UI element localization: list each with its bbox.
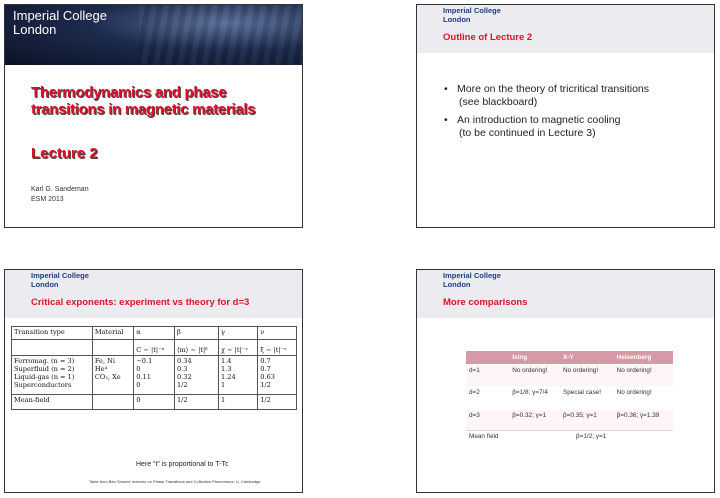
slide-4-more-comparisons[interactable] <box>416 269 715 493</box>
logo-line-2: London <box>443 279 471 289</box>
table-cell-line: Superconductors <box>14 381 72 389</box>
table-row <box>466 387 673 410</box>
table-cell-line: 1.4 <box>220 357 232 365</box>
logo-line-1: Imperial College <box>443 6 501 15</box>
table-cell: 0 <box>134 395 175 410</box>
imperial-college-logo <box>443 272 501 289</box>
table-data-row <box>12 356 297 395</box>
gamma-cell <box>218 356 257 395</box>
header-cell: Material <box>92 327 133 340</box>
table-cell-line <box>95 381 131 389</box>
imperial-college-logo <box>443 7 501 24</box>
header-cell: γ <box>218 327 257 340</box>
table-cell: d=3 <box>466 410 509 431</box>
table-cell: 1 <box>218 395 257 410</box>
slide-title: Critical exponents: experiment vs theory for d=3 <box>31 297 250 308</box>
table-row <box>466 410 673 431</box>
table-cell-line: 1.3 <box>220 365 232 373</box>
table-cell: Mean-field <box>12 395 93 410</box>
header-cell: Ising <box>509 351 560 365</box>
table-cell: β=1/2; γ=1 <box>509 431 673 444</box>
critical-exponents-table <box>11 326 297 435</box>
logo-line-2: London <box>31 279 59 289</box>
table-cell: ⟨m⟩ ∼ |t|ᵝ <box>174 340 218 356</box>
table-cell-line: 0.63 <box>260 373 275 381</box>
scaling-law-row <box>12 340 297 356</box>
table-cell: 1/2 <box>258 395 297 410</box>
course-name: ESM 2013 <box>31 196 64 203</box>
slide-3-critical-exponents[interactable] <box>4 269 303 493</box>
table-cell: β=0.36; γ=1.39 <box>614 410 673 431</box>
table-cell: No ordering! <box>560 365 614 387</box>
table-cell: No ordering! <box>614 387 673 410</box>
title-line-1: Thermodynamics and phase <box>31 84 227 101</box>
table-cell: No ordering! <box>509 365 560 387</box>
table-cell: d=2 <box>466 387 509 410</box>
table-cell: C ∼ |t|⁻ᵅ <box>134 340 175 356</box>
table-cell-line: 0.34 <box>176 357 192 365</box>
outline-item <box>443 83 703 109</box>
table-cell-line: 0.3 <box>176 365 188 373</box>
slide-2-outline[interactable] <box>416 4 715 228</box>
table-cell-line: 1.24 <box>220 373 236 381</box>
lecture-number: Lecture 2 <box>31 145 98 162</box>
outline-item-sub: (to be continued in Lecture 3) <box>459 127 596 139</box>
slide-1-title[interactable] <box>4 4 303 228</box>
logo-line-2: London <box>13 22 57 37</box>
table-row <box>466 365 673 387</box>
table-cell-line: Liquid-gas (n = 1) <box>14 373 75 381</box>
table-cell-line: 0.7 <box>260 365 271 373</box>
header-cell <box>466 351 509 365</box>
table-cell-line: 0.11 <box>136 373 151 381</box>
table-cell-line: Superfluid (n = 2) <box>14 365 75 373</box>
table-cell-line: 1/2 <box>260 381 271 389</box>
nu-cell <box>258 356 297 395</box>
table-cell: Special case! <box>560 387 614 410</box>
logo-line-2: London <box>443 14 471 24</box>
table-cell: β=1/8; γ=7/4 <box>509 387 560 410</box>
outline-item <box>443 114 703 140</box>
logo-line-1: Imperial College <box>13 8 107 23</box>
header-cell: β <box>174 327 218 340</box>
mean-field-row <box>466 431 673 444</box>
table-header-row <box>12 327 297 340</box>
table-cell <box>92 395 133 410</box>
table-cell: No ordering! <box>614 365 673 387</box>
table-cell-line: 1/2 <box>176 381 188 389</box>
header-cell: α <box>134 327 175 340</box>
table-cell: Mean field <box>466 431 509 444</box>
table-cell-line: 0.7 <box>260 357 271 365</box>
header-cell: X-Y <box>560 351 614 365</box>
beta-cell <box>174 356 218 395</box>
comparison-table <box>466 351 673 443</box>
table-cell <box>12 340 93 356</box>
outline-item-text: An introduction to magnetic cooling <box>457 114 621 126</box>
table-cell-line: CO₂, Xe <box>94 373 121 381</box>
table-cell-line: 0.32 <box>176 373 192 381</box>
table-cell-line: Ferromag. (n = 3) <box>14 357 75 365</box>
header-cell: Heisenberg <box>614 351 673 365</box>
alpha-cell <box>134 356 175 395</box>
outline-item-text: More on the theory of tricritical transitions <box>457 83 649 95</box>
imperial-college-logo <box>31 272 89 289</box>
mean-field-row <box>12 395 297 410</box>
slide-title: Outline of Lecture 2 <box>443 32 533 43</box>
outline-list <box>443 83 703 145</box>
header-cell: ν <box>258 327 297 340</box>
table-cell-line: He⁴ <box>94 365 108 373</box>
footnote: Here “t” is proportional to T-Tc <box>136 461 229 468</box>
table-cell: β=0.35; γ=1 <box>560 410 614 431</box>
table-cell: χ ∼ |t|⁻ᵞ <box>218 340 257 356</box>
table-cell <box>92 340 133 356</box>
slide-title: More comparisons <box>443 297 528 308</box>
table-cell: d=1 <box>466 365 509 387</box>
table-cell: β=0.32; γ=1 <box>509 410 560 431</box>
table-cell-line: 0 <box>136 381 141 389</box>
table-cell-line: Fe, Ni <box>94 357 116 365</box>
logo-line-1: Imperial College <box>31 271 89 280</box>
logo-line-1: Imperial College <box>443 271 501 280</box>
title-line-2: transitions in magnetic materials <box>31 101 256 118</box>
table-cell: ξ ∼ |t|⁻ᵛ <box>258 340 297 356</box>
transition-types-cell <box>12 356 93 395</box>
imperial-college-logo <box>13 9 107 37</box>
table-header-row <box>466 351 673 365</box>
table-cell-line: 1 <box>220 381 226 389</box>
outline-item-sub: (see blackboard) <box>459 96 538 108</box>
source-citation: Table from Ben Simons' lectures on Phase Transitions and Collective Phenomena, U. Cambridge <box>89 479 261 484</box>
author-name: Karl G. Sandeman <box>31 186 89 193</box>
materials-cell <box>92 356 133 395</box>
table-cell-line: −0.1 <box>136 357 153 365</box>
header-cell: Transition type <box>12 327 93 340</box>
table-cell-line: 0 <box>136 365 141 373</box>
table-cell: 1/2 <box>174 395 218 410</box>
author-block <box>31 185 89 205</box>
presentation-title <box>31 84 255 118</box>
